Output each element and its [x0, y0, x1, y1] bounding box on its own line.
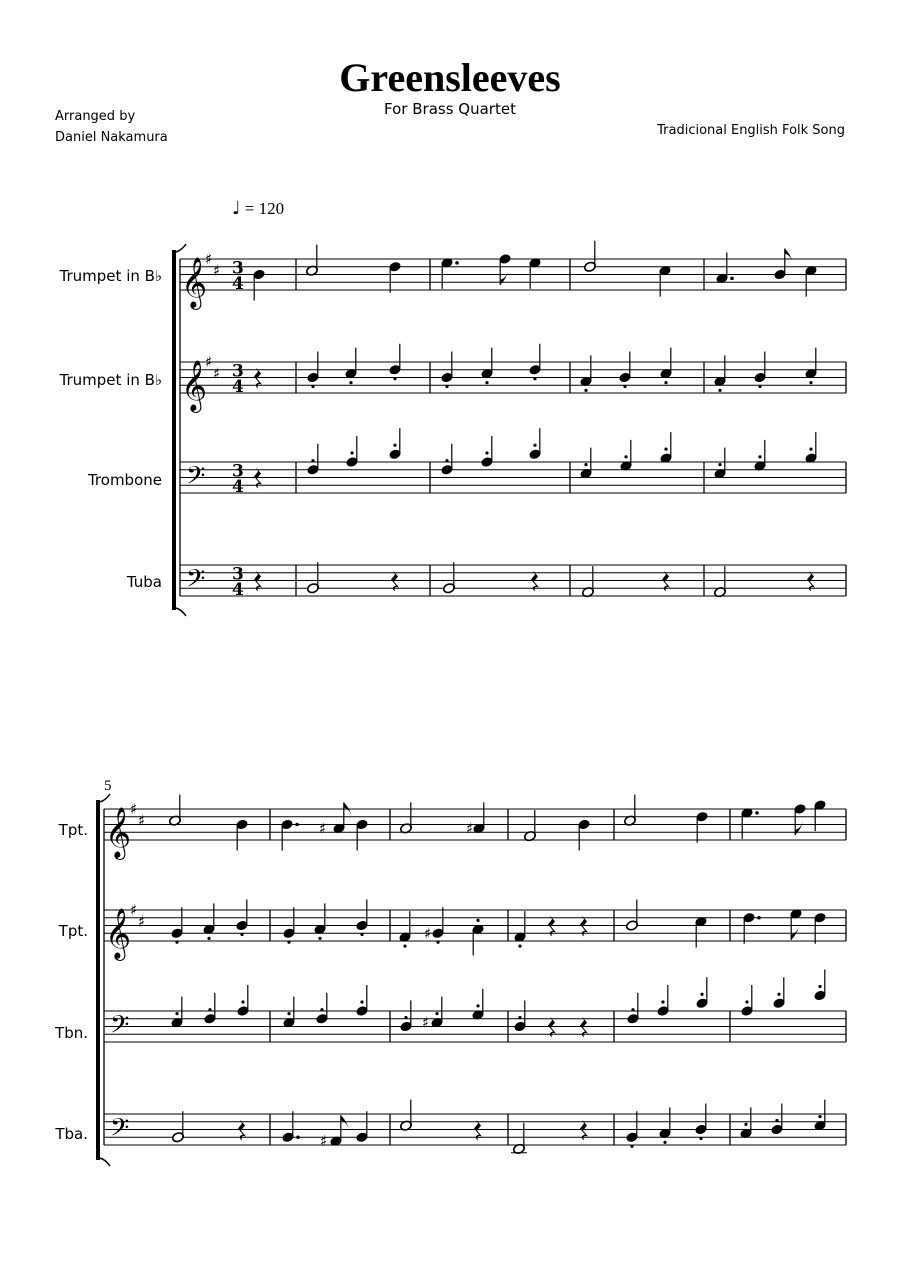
staccato-dot	[360, 1000, 363, 1003]
treble-clef-icon: 𝄞	[181, 257, 208, 308]
note-flag	[795, 821, 803, 835]
staccato-dot	[240, 933, 243, 936]
instrument-abbrev-tuba: Tba.	[55, 1125, 88, 1143]
staccato-dot	[207, 937, 210, 940]
staccato-dot	[393, 444, 396, 447]
sharp-sign: ♯	[138, 912, 146, 931]
bass-clef-icon: 𝄢	[110, 1113, 130, 1149]
sharp-sign: ♯	[422, 1013, 430, 1032]
staccato-dot	[311, 459, 314, 462]
sharp-sign: ♯	[130, 800, 138, 818]
time-signature-denominator: 4	[232, 580, 244, 600]
augmentation-dot	[296, 1135, 300, 1139]
bracket-top	[176, 244, 186, 252]
staccato-dot	[663, 1141, 666, 1144]
arranger-label: Arranged by	[55, 109, 136, 124]
staccato-dot	[718, 463, 721, 466]
bass-clef-icon: 𝄢	[186, 564, 206, 600]
instrument-abbrev-trumpet-2: Tpt.	[58, 922, 88, 940]
staccato-dot	[744, 1123, 747, 1126]
instrument-name-trombone: Trombone	[87, 471, 162, 489]
staccato-dot	[809, 448, 812, 451]
composer-credit: Tradicional English Folk Song	[657, 123, 845, 138]
treble-clef-icon: 𝄞	[105, 807, 132, 858]
treble-clef-icon: 𝄞	[181, 360, 208, 411]
instrument-name-trumpet-2: Trumpet in B♭	[59, 371, 162, 389]
score-title: Greensleeves	[339, 55, 561, 100]
staccato-dot	[485, 451, 488, 454]
bracket-bottom	[100, 1158, 110, 1166]
staccato-dot	[208, 1008, 211, 1011]
staccato-dot	[818, 1115, 821, 1118]
staccato-dot	[287, 1012, 290, 1015]
tempo-value: = 120	[244, 199, 285, 218]
staccato-dot	[623, 385, 626, 388]
staccato-dot	[809, 381, 812, 384]
note-flag	[500, 271, 508, 285]
staccato-dot	[404, 1016, 407, 1019]
instrument-abbrev-trumpet-1: Tpt.	[58, 821, 88, 839]
augmentation-dot	[295, 823, 299, 827]
staccato-dot	[485, 381, 488, 384]
staccato-dot	[311, 385, 314, 388]
sharp-sign: ♯	[130, 901, 138, 919]
staccato-dot	[718, 389, 721, 392]
sharp-sign: ♯	[424, 924, 432, 943]
measure-number: 5	[104, 778, 112, 794]
staccato-dot	[287, 941, 290, 944]
note-flag	[785, 249, 793, 263]
augmentation-dot	[455, 261, 459, 265]
time-signature-denominator: 4	[232, 477, 244, 497]
sharp-sign: ♯	[205, 353, 213, 371]
quarter-note-icon: ♩	[232, 198, 241, 219]
staccato-dot	[664, 381, 667, 384]
staccato-dot	[393, 377, 396, 380]
staccato-dot	[436, 941, 439, 944]
time-signature-numerator: 3	[232, 564, 244, 585]
staccato-dot	[584, 463, 587, 466]
time-signature-numerator: 3	[232, 258, 244, 279]
time-signature-numerator: 3	[232, 361, 244, 382]
staccato-dot	[476, 1004, 479, 1007]
staccato-dot	[403, 945, 406, 948]
staccato-dot	[775, 1119, 778, 1122]
bass-clef-icon: 𝄢	[110, 1010, 130, 1046]
staccato-dot	[175, 1012, 178, 1015]
staccato-dot	[360, 933, 363, 936]
sharp-sign: ♯	[213, 364, 221, 383]
staccato-dot	[777, 993, 780, 996]
staccato-dot	[241, 1000, 244, 1003]
staccato-dot	[350, 451, 353, 454]
staccato-dot	[758, 455, 761, 458]
sharp-sign: ♯	[466, 819, 474, 838]
bracket-top	[100, 794, 110, 802]
augmentation-dot	[730, 277, 734, 281]
staccato-dot	[349, 381, 352, 384]
staccato-dot	[745, 1000, 748, 1003]
staccato-dot	[445, 459, 448, 462]
sharp-sign: ♯	[319, 819, 327, 838]
staccato-dot	[533, 444, 536, 447]
staccato-dot	[624, 455, 627, 458]
instrument-abbrev-trombone: Tbn.	[55, 1024, 88, 1042]
staccato-dot	[630, 1145, 633, 1148]
score-subtitle: For Brass Quartet	[384, 100, 516, 118]
treble-clef-icon: 𝄞	[105, 908, 132, 959]
sharp-sign: ♯	[320, 1132, 328, 1151]
staccato-dot	[584, 389, 587, 392]
bracket-bottom	[176, 608, 186, 616]
instrument-name-tuba: Tuba	[126, 573, 162, 591]
augmentation-dot	[755, 811, 759, 815]
time-signature-numerator: 3	[232, 461, 244, 482]
sharp-sign: ♯	[213, 261, 221, 280]
staccato-dot	[700, 993, 703, 996]
time-signature-denominator: 4	[232, 274, 244, 294]
sharp-sign: ♯	[205, 250, 213, 268]
bass-clef-icon: 𝄢	[186, 461, 206, 497]
staccato-dot	[818, 985, 821, 988]
staccato-dot	[631, 1008, 634, 1011]
instrument-name-trumpet-1: Trumpet in B♭	[59, 267, 162, 285]
staccato-dot	[518, 1016, 521, 1019]
staccato-dot	[318, 937, 321, 940]
staccato-dot	[320, 1008, 323, 1011]
staccato-dot	[518, 945, 521, 948]
staccato-dot	[175, 941, 178, 944]
staccato-dot	[699, 1137, 702, 1140]
time-signature-denominator: 4	[232, 377, 244, 397]
staccato-dot	[664, 448, 667, 451]
arranger-name: Daniel Nakamura	[55, 130, 168, 145]
staccato-dot	[758, 385, 761, 388]
staccato-dot	[435, 1012, 438, 1015]
staccato-dot	[661, 1000, 664, 1003]
system-bracket	[174, 252, 176, 608]
staccato-dot	[533, 377, 536, 380]
sharp-sign: ♯	[138, 811, 146, 830]
staccato-dot	[476, 919, 479, 922]
augmentation-dot	[757, 916, 761, 920]
staccato-dot	[445, 385, 448, 388]
system-bracket	[98, 802, 100, 1158]
